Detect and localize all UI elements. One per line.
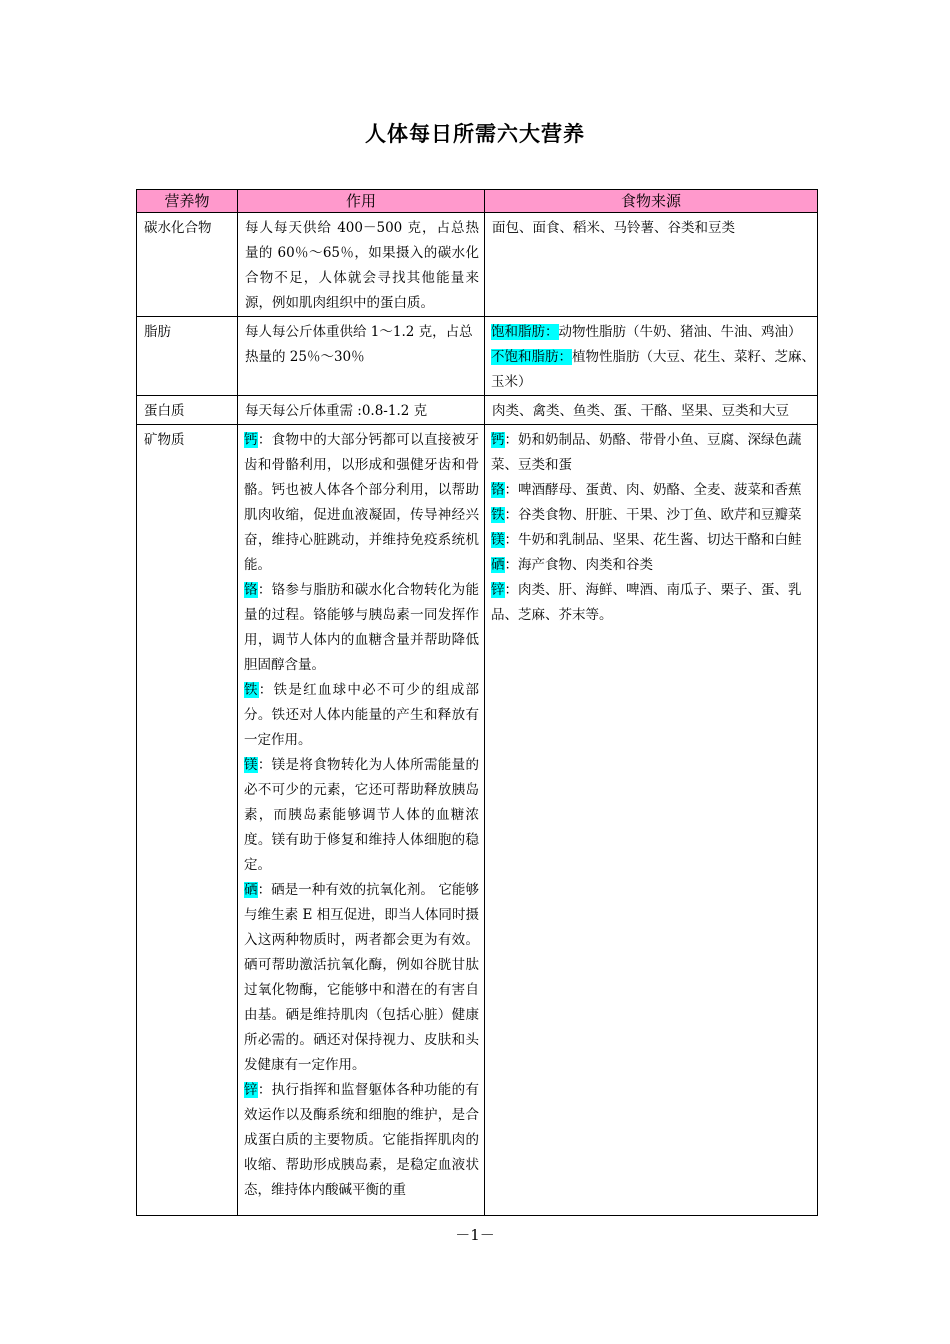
nutrient-name: 矿物质	[137, 425, 238, 1216]
source-item-calcium	[491, 428, 809, 478]
nutrient-name: 碳水化合物	[137, 213, 238, 317]
function-item-chromium	[244, 578, 479, 678]
nutrient-name: 蛋白质	[137, 396, 238, 425]
source-text: ：海产食物、肉类和谷类	[504, 557, 653, 573]
nutrient-function: 每天每公斤体重需 :0.8-1.2 克	[238, 396, 485, 425]
source-text: 动物性脂肪（牛奶、猪油、牛油、鸡油）	[558, 324, 802, 340]
source-text: 植物性脂肪（大豆、花生、菜籽、芝麻、玉米）	[491, 349, 815, 390]
highlight-tag: 钙	[491, 432, 505, 448]
nutrient-function	[238, 425, 485, 1216]
highlight-tag: 硒	[244, 882, 258, 898]
function-item-iron	[244, 678, 479, 753]
table-row-carb	[137, 213, 818, 317]
source-text: ：奶和奶制品、奶酪、带骨小鱼、豆腐、深绿色蔬菜、豆类和蛋	[491, 432, 802, 473]
source-item-selenium	[491, 553, 809, 578]
nutrient-name: 脂肪	[137, 317, 238, 396]
highlight-tag: 镁	[491, 532, 505, 548]
function-text: ：食物中的大部分钙都可以直接被牙齿和骨骼利用，以形成和强健牙齿和骨骼。钙也被人体各个部分利用，以帮助肌肉收缩，促进血液凝固，传导神经兴奋，维持心脏跳动，并维持免疫系统机能。	[244, 432, 479, 573]
function-text: ：镁是将食物转化为人体所需能量的必不可少的元素，它还可帮助释放胰岛素，而胰岛素能够调节人体的血糖浓度。镁有助于修复和维持人体细胞的稳定。	[244, 757, 479, 873]
function-item-calcium	[244, 428, 479, 578]
source-item-magnesium	[491, 528, 809, 553]
header-source: 食物来源	[485, 190, 818, 213]
table-header-row	[137, 190, 818, 213]
function-item-zinc	[244, 1078, 479, 1203]
highlight-tag: 锌	[491, 582, 505, 598]
nutrient-source	[485, 317, 818, 396]
highlight-tag: 硒	[491, 557, 505, 573]
function-text: ：铁是红血球中必不可少的组成部分。铁还对人体内能量的产生和释放有一定作用。	[244, 682, 480, 748]
table-row-mineral	[137, 425, 818, 1216]
nutrition-table	[136, 189, 818, 1216]
source-item-zinc	[491, 578, 809, 628]
page-number: －1－	[455, 1226, 495, 1244]
nutrient-function: 每人每天供给 400－500 克，占总热量的 60％～65％，如果摄入的碳水化合物不足，人体就会寻找其他能量来源，例如肌肉组织中的蛋白质。	[238, 213, 485, 317]
function-text: ：硒是一种有效的抗氧化剂。 它能够与维生素 E 相互促进，即当人体同时摄入这两种物质时，两者都会更为有效。硒可帮助激活抗氧化酶，例如谷胱甘肽过氧化物酶，它能够中和潜在的有害自由基。硒是维持肌肉（包括心脏）健康所必需的。硒还对保持视力、皮肤和头发健康有一定作用。	[244, 882, 480, 1073]
nutrient-source: 面包、面食、稻米、马铃薯、谷类和豆类	[485, 213, 818, 317]
highlight-tag: 铁	[491, 507, 505, 523]
source-text: ：肉类、肝、海鲜、啤酒、南瓜子、栗子、蛋、乳品、芝麻、芥末等。	[491, 582, 802, 623]
source-text: ：谷类食物、肝脏、干果、沙丁鱼、欧芹和豆瓣菜	[504, 507, 802, 523]
nutrient-function: 每人每公斤体重供给 1～1.2 克，占总热量的 25％～30％	[238, 317, 485, 396]
highlight-tag: 镁	[244, 757, 258, 773]
source-item	[491, 345, 815, 395]
page-title: 人体每日所需六大营养	[365, 122, 585, 146]
nutrient-source: 肉类、禽类、鱼类、蛋、干酪、坚果、豆类和大豆	[485, 396, 818, 425]
source-text: ：啤酒酵母、蛋黄、肉、奶酪、全麦、菠菜和香蕉	[504, 482, 802, 498]
source-item	[491, 320, 815, 345]
source-item-chromium	[491, 478, 809, 503]
highlight-tag: 钙	[244, 432, 258, 448]
highlight-tag: 饱和脂肪：	[491, 324, 559, 340]
source-item-iron	[491, 503, 809, 528]
header-nutrient: 营养物	[137, 190, 238, 213]
highlight-tag: 铬	[244, 582, 258, 598]
highlight-tag: 不饱和脂肪：	[491, 349, 572, 365]
header-function: 作用	[238, 190, 485, 213]
function-item-magnesium	[244, 753, 479, 878]
highlight-tag: 铬	[491, 482, 505, 498]
function-text: ：铬参与脂肪和碳水化合物转化为能量的过程。铬能够与胰岛素一同发挥作用，调节人体内的血糖含量并帮助降低胆固醇含量。	[244, 582, 479, 673]
highlight-tag: 铁	[244, 682, 259, 698]
function-text: ：执行指挥和监督躯体各种功能的有效运作以及酶系统和细胞的维护，是合成蛋白质的主要物质。它能指挥肌肉的收缩、帮助形成胰岛素，是稳定血液状态，维持体内酸碱平衡的重	[244, 1082, 479, 1198]
source-text: ：牛奶和乳制品、坚果、花生酱、切达干酪和白鲑	[504, 532, 802, 548]
function-item-selenium	[244, 878, 479, 1078]
table-row-protein	[137, 396, 818, 425]
nutrient-source	[485, 425, 818, 1216]
table-row-fat	[137, 317, 818, 396]
highlight-tag: 锌	[244, 1082, 258, 1098]
